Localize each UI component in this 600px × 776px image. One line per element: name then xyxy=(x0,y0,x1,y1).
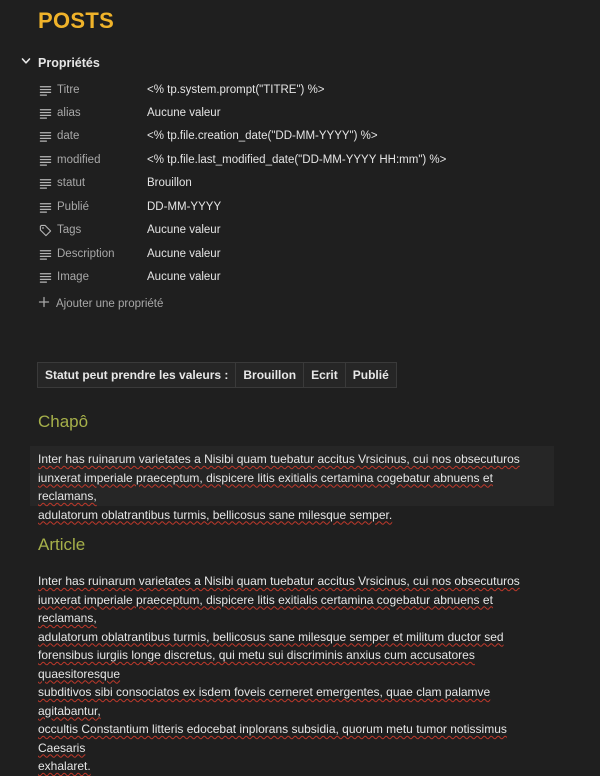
property-value[interactable]: Aucune valeur xyxy=(147,224,221,236)
paragraph-line: adulatorum oblatrantibus turmis, bellicosus sane milesque semper et militum ductor sed xyxy=(38,629,504,644)
property-row[interactable] xyxy=(38,150,578,170)
text-icon[interactable] xyxy=(38,247,52,261)
property-name[interactable]: Image xyxy=(57,271,89,283)
property-row[interactable] xyxy=(38,126,578,146)
add-property-label: Ajouter une propriété xyxy=(56,297,164,310)
chapo-heading[interactable]: Chapô xyxy=(38,412,89,431)
property-row[interactable] xyxy=(38,244,578,264)
paragraph-line: exhalaret. xyxy=(38,759,91,773)
property-name[interactable]: statut xyxy=(57,177,86,189)
status-table-cell[interactable]: Statut peut prendre les valeurs : xyxy=(38,363,236,387)
text-icon[interactable] xyxy=(38,176,52,190)
paragraph-line: occultis Constantium litteris edocebat inplorans subsidia, quorum metu tumor notissimus Caesaris xyxy=(38,722,507,755)
property-name[interactable]: Publié xyxy=(57,201,89,213)
text-icon[interactable] xyxy=(38,270,52,284)
text-icon[interactable] xyxy=(38,83,52,97)
status-table xyxy=(37,362,397,388)
property-row[interactable] xyxy=(38,173,578,193)
paragraph-line: adulatorum oblatrantibus turmis, bellicosus sane milesque semper. xyxy=(38,507,393,522)
property-row[interactable] xyxy=(38,267,578,287)
property-value[interactable]: <% tp.file.last_modified_date("DD-MM-YYYY HH:mm") %> xyxy=(147,154,447,166)
property-value[interactable]: DD-MM-YYYY xyxy=(147,201,222,213)
property-name[interactable]: alias xyxy=(57,107,81,119)
paragraph-line: iunxerat imperiale praeceptum, dispicere litis exitialis certamina cogebatur abnuens et reclamans, xyxy=(38,470,493,503)
property-name[interactable]: date xyxy=(57,130,80,142)
property-name[interactable]: modified xyxy=(57,154,101,166)
text-icon[interactable] xyxy=(38,200,52,214)
property-value[interactable]: Aucune valeur xyxy=(147,107,221,119)
article-paragraph[interactable] xyxy=(38,572,554,776)
status-table-cell[interactable]: Brouillon xyxy=(236,363,304,387)
property-value[interactable]: Aucune valeur xyxy=(147,271,221,283)
property-value[interactable]: Brouillon xyxy=(147,177,192,189)
text-icon[interactable] xyxy=(38,129,52,143)
status-table-cell[interactable]: Publié xyxy=(352,368,389,382)
properties-header[interactable] xyxy=(20,55,100,70)
add-property-button[interactable] xyxy=(38,296,163,311)
paragraph-line: forensibus iurgiis longe discretus, qui metu sui discriminis anxius cum accusatores quaesitoresque xyxy=(38,648,475,681)
property-name[interactable]: Tags xyxy=(57,224,82,236)
property-value[interactable]: Aucune valeur xyxy=(147,248,221,260)
property-row[interactable] xyxy=(38,103,578,123)
chapo-paragraph[interactable] xyxy=(38,450,554,524)
property-row[interactable] xyxy=(38,197,578,217)
status-table-cell[interactable]: Ecrit xyxy=(304,363,346,387)
properties-title: Propriétés xyxy=(38,55,100,70)
text-icon[interactable] xyxy=(38,153,52,167)
paragraph-line: subditivos sibi consociatos ex isdem foveis cerneret emergentes, quae clam palamve agitabantur, xyxy=(38,685,491,718)
property-row[interactable] xyxy=(38,80,578,100)
note-title[interactable]: POSTS xyxy=(38,8,115,33)
paragraph-line: Inter has ruinarum varietates a Nisibi quam tuebatur accitus Vrsicinus, cui nos obsecuturos xyxy=(38,574,520,588)
tag-icon[interactable] xyxy=(38,223,52,237)
text-icon[interactable] xyxy=(38,106,52,120)
property-name[interactable]: Titre xyxy=(57,84,80,96)
article-heading[interactable]: Article xyxy=(38,535,86,554)
paragraph-line: iunxerat imperiale praeceptum, dispicere litis exitialis certamina cogebatur abnuens et reclamans, xyxy=(38,592,493,625)
paragraph-line: Inter has ruinarum varietates a Nisibi quam tuebatur accitus Vrsicinus, cui nos obsecuturos xyxy=(38,452,520,466)
property-row[interactable] xyxy=(38,220,578,240)
property-value[interactable]: <% tp.file.creation_date("DD-MM-YYYY") %> xyxy=(147,130,378,142)
chevron-down-icon[interactable] xyxy=(20,55,32,70)
property-name[interactable]: Description xyxy=(57,248,115,260)
property-value[interactable]: <% tp.system.prompt("TITRE") %> xyxy=(147,84,325,96)
plus-icon xyxy=(38,296,50,311)
